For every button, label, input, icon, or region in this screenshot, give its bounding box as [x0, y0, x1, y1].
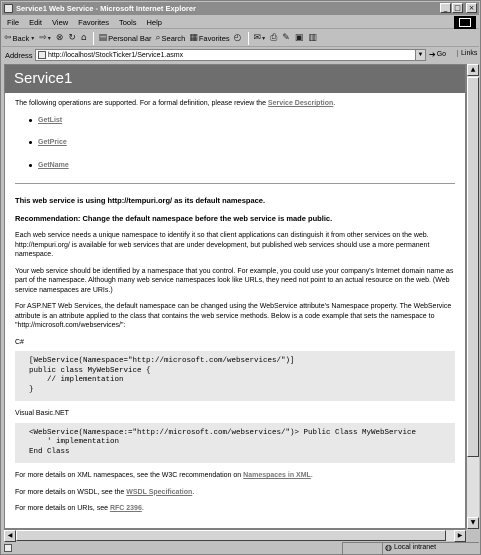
operations-list — [29, 116, 455, 171]
xml-namespaces-paragraph — [15, 471, 455, 481]
close-button[interactable]: × — [466, 3, 477, 13]
zone-label: Local intranet — [393, 544, 437, 551]
period: . — [141, 505, 144, 512]
address-url: http://localhost/StockTicker1/Service1.asmx — [48, 51, 184, 59]
window-title: Service1 Web Service - Microsoft Internet Explorer — [16, 4, 196, 13]
operation-link-getprice[interactable]: GetPrice — [38, 139, 67, 146]
page-heading: Service1 — [5, 65, 465, 93]
document-icon: ▥ — [308, 32, 317, 43]
refresh-icon: ↻ — [68, 32, 76, 43]
horizontal-scroll-thumb[interactable] — [16, 530, 446, 541]
ie-app-icon — [4, 4, 13, 13]
bullet-icon — [29, 164, 32, 167]
go-label: Go — [436, 51, 447, 58]
discuss-button[interactable] — [293, 31, 307, 46]
scroll-down-button[interactable]: ▼ — [467, 517, 479, 529]
personal-bar-icon: ▤ — [98, 32, 108, 43]
operation-link-getlist[interactable]: GetList — [38, 116, 63, 124]
title-bar[interactable] — [2, 2, 479, 15]
links-button[interactable]: Links — [457, 50, 477, 57]
chevron-down-icon: ▾ — [31, 34, 35, 42]
maximize-button[interactable]: □ — [452, 3, 463, 13]
menu-favorites[interactable]: Favorites — [78, 17, 109, 27]
uri-paragraph — [15, 504, 455, 514]
chevron-down-icon: ▾ — [262, 34, 266, 42]
rfc-2396-link[interactable]: RFC 2396 — [109, 505, 142, 512]
status-text — [4, 544, 15, 552]
windows-logo-icon — [454, 16, 476, 29]
vertical-scrollbar[interactable] — [466, 64, 479, 529]
edit-icon: ✎ — [282, 32, 290, 43]
scroll-right-button[interactable]: ▶ — [454, 530, 466, 542]
list-item — [29, 116, 455, 126]
csharp-label: C# — [15, 338, 24, 346]
security-zone — [385, 543, 436, 552]
toolbar-separator — [248, 32, 249, 45]
vb-label: Visual Basic.NET — [15, 410, 69, 417]
intro-paragraph — [15, 99, 455, 109]
stop-icon: ⊗ — [55, 32, 64, 43]
menu-file[interactable]: File — [7, 17, 20, 27]
vertical-scroll-thumb[interactable] — [467, 77, 479, 457]
personal-bar-label: Personal Bar — [108, 33, 152, 43]
intranet-zone-icon: ◍ — [385, 543, 392, 552]
standard-toolbar — [2, 30, 479, 47]
forward-arrow-icon: ⇨ — [39, 32, 47, 43]
wsdl-specification-link[interactable]: WSDL Specification — [126, 488, 193, 496]
home-icon: ⌂ — [80, 32, 87, 43]
status-panel — [342, 542, 382, 554]
personal-bar-button[interactable] — [97, 31, 154, 46]
scroll-up-button[interactable]: ▲ — [467, 64, 479, 76]
mail-button[interactable] — [252, 31, 269, 46]
toolbar-separator — [93, 32, 94, 45]
menu-help[interactable]: Help — [146, 17, 162, 27]
wsdl-text: For more details on WSDL, see the — [15, 488, 127, 496]
minimize-button[interactable]: _ — [440, 3, 451, 13]
namespace-warning: This web service is using http://tempuri.org/ as its default namespace. — [15, 196, 266, 205]
caption-buttons — [440, 3, 477, 13]
divider — [15, 183, 455, 184]
back-arrow-icon: ⇦ — [4, 32, 12, 43]
home-button[interactable] — [79, 31, 90, 46]
period: . — [192, 488, 195, 496]
favorites-icon: ▦ — [189, 32, 198, 43]
menu-view[interactable]: View — [52, 17, 69, 27]
intro-period: . — [333, 100, 336, 107]
menu-bar — [2, 16, 479, 29]
vb-code-sample: <WebService(Namespace:="http://microsoft.com/webservices/")> Public Class MyWebService ' implementation End Class — [15, 423, 455, 464]
history-button[interactable] — [232, 31, 245, 46]
address-bar — [2, 48, 479, 62]
address-label: Address — [5, 50, 33, 60]
menu-edit[interactable]: Edit — [29, 17, 43, 27]
period: . — [310, 472, 313, 479]
address-dropdown-button[interactable]: ▼ — [415, 50, 425, 60]
intro-text: The following operations are supported. For a formal definition, please review the — [15, 100, 268, 107]
page-content — [4, 64, 466, 529]
page-icon — [38, 51, 46, 59]
page-status-icon — [4, 544, 12, 552]
horizontal-scrollbar[interactable] — [4, 529, 466, 541]
history-icon: ◴ — [233, 32, 242, 43]
edit-button[interactable] — [280, 31, 293, 46]
stop-button[interactable] — [54, 31, 67, 46]
uri-text: For more details on URIs, see — [15, 505, 110, 512]
search-button[interactable] — [154, 31, 188, 46]
wsdl-paragraph — [15, 488, 455, 498]
status-bar — [2, 542, 479, 554]
forward-button[interactable] — [37, 31, 54, 46]
print-button[interactable] — [268, 31, 280, 46]
messenger-button[interactable] — [306, 31, 320, 46]
page-body — [5, 93, 465, 514]
discuss-icon: ▣ — [294, 32, 304, 43]
namespace-paragraph-3: For ASP.NET Web Services, the default namespace can be changed using the WebService attribute's Namespace property. The WebService attribute is an attribute applied to the class that contains the web service methods. Below is a code example that sets the namespace to "http://microsoft.com/webservices/": — [15, 303, 452, 329]
namespace-paragraph-1: Each web service needs a unique namespace to identify it so that client applications can distinguish it from other services on the web. http://tempuri.org/ is available for web services that are under development, but published web services should use a more permanent namespace. — [15, 232, 430, 258]
list-item — [29, 138, 455, 148]
go-arrow-icon: ➔ — [429, 50, 436, 59]
chevron-down-icon: ▾ — [47, 34, 51, 42]
favorites-label: Favorites — [198, 33, 230, 43]
namespace-paragraph-2: Your web service should be identified by a namespace that you control. For example, you could use your company's Internet domain name as part of the namespace. Although many web service namespaces look like URLs, they need not point to an actual resource on the web. (Web service namespaces are URIs.) — [15, 267, 454, 294]
search-icon: ⌕ — [155, 32, 161, 43]
service-description-link[interactable]: Service Description — [267, 100, 334, 107]
search-label: Search — [161, 33, 186, 43]
back-label: Back — [12, 33, 30, 43]
bullet-icon — [29, 119, 32, 122]
favorites-button[interactable] — [187, 31, 231, 46]
go-button[interactable] — [429, 50, 446, 59]
address-input[interactable] — [35, 49, 426, 61]
print-icon: ⎙ — [270, 32, 278, 43]
namespace-recommendation: Recommendation: Change the default namespace before the web service is made public. — [15, 213, 333, 223]
namespaces-in-xml-link[interactable]: Namespaces in XML — [243, 472, 311, 479]
back-button[interactable] — [2, 31, 37, 46]
operation-link-getname[interactable]: GetName — [38, 161, 69, 169]
bullet-icon — [29, 141, 32, 144]
mail-icon: ✉ — [253, 32, 262, 43]
scroll-left-button[interactable]: ◀ — [4, 530, 16, 542]
list-item — [29, 161, 455, 171]
refresh-button[interactable] — [66, 31, 79, 46]
xml-text: For more details on XML namespaces, see the W3C recommendation on — [15, 472, 244, 479]
menu-tools[interactable]: Tools — [119, 17, 137, 27]
csharp-code-sample: [WebService(Namespace="http://microsoft.com/webservices/")] public class MyWebService { // implementation } — [15, 351, 455, 401]
